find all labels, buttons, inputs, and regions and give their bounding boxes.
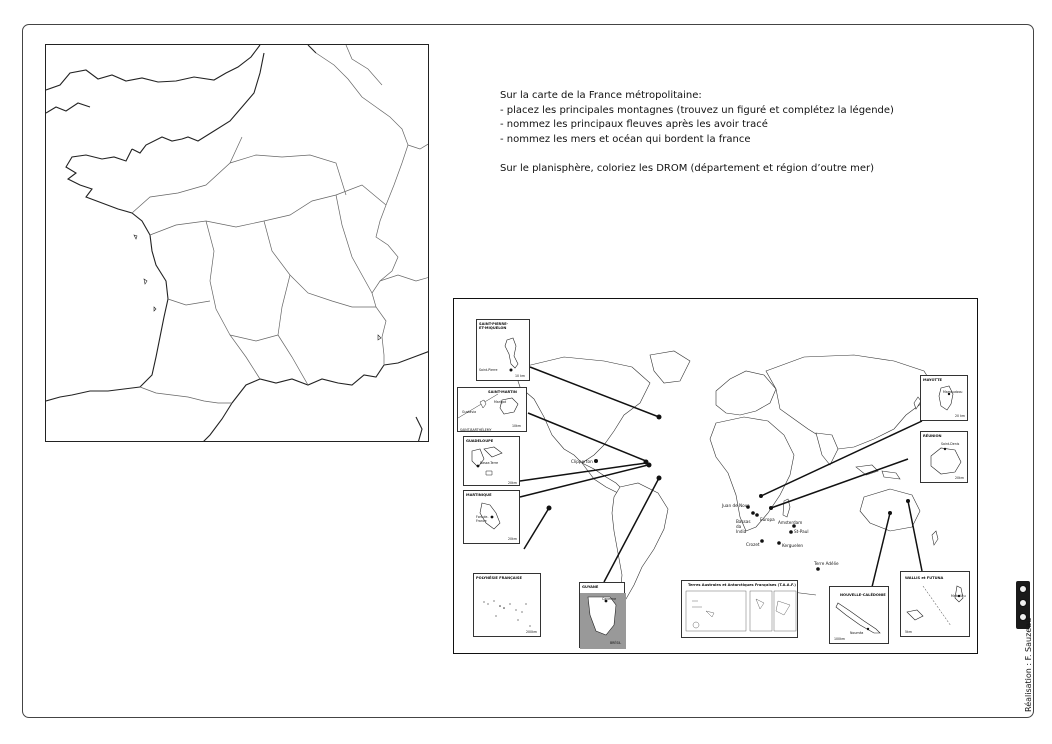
instruction-line-5: Sur le planisphère, coloriez les DROM (département et région d’outre mer) [500, 162, 875, 174]
inset-capital: Cayenne [602, 597, 617, 601]
inset-title: NOUVELLE-CALÉDONIE [840, 593, 886, 597]
inset-scale: 10 km [515, 374, 526, 378]
label-clipperton: Clipperton [571, 459, 593, 464]
inset-polynesie [473, 573, 541, 637]
inset-capital: Nouméa [850, 631, 864, 635]
author-credit: Réalisation : F. Sauzeau [1024, 617, 1033, 712]
inset-capital: Saint-Denis [941, 442, 960, 446]
instruction-line-3: - nommez les principaux fleuves après les avoir tracé [500, 119, 768, 130]
inset-scale: 100km [834, 637, 846, 641]
inset-reunion [920, 431, 968, 483]
inset-capital: Mata-Utu [951, 594, 966, 598]
world-map [453, 298, 978, 654]
inset-capital: Basse-Terre [480, 461, 499, 465]
inset-capital: Mamoudzou [943, 390, 963, 394]
inset-title: Terres Australes et Antarctiques Françaises (T.A.A.F.) [688, 583, 796, 587]
france-outline [46, 45, 429, 442]
inset-scale: 5km [905, 630, 912, 634]
instruction-line-2: - placez les principales montagnes (trouvez un figuré et complétez la légende) [500, 104, 894, 116]
inset-neighbor: BRÉSIL [610, 641, 622, 645]
instruction-line-4: - nommez les mers et océan qui bordent la france [500, 133, 751, 145]
inset-title: RÉUNION [923, 434, 942, 438]
inset-capital: Saint-Pierre [479, 368, 498, 372]
inset-title: POLYNÉSIE FRANÇAISE [476, 576, 522, 580]
inset-saint-martin [457, 387, 527, 432]
label-terre-adelie: Terre Adélie [814, 561, 839, 566]
inset-scale: 20km [955, 476, 965, 480]
inset-title: MAYOTTE [923, 378, 942, 382]
label-juan-de-nova: Juan de Nova [722, 503, 750, 508]
inset-bottom: SAINT-BARTHÉLEMY [460, 428, 492, 432]
inset-title: GUYANE [582, 585, 599, 589]
inset-martinique [463, 490, 520, 544]
inset-scale: 10km [512, 424, 522, 428]
inset-title: SAINT-PIERRE-ET-MIQUELON [479, 322, 509, 330]
inset-capital: Marigot [494, 400, 507, 404]
inset-guadeloupe [463, 436, 520, 486]
label-amsterdam: Amsterdam [778, 520, 803, 525]
inset-capital: Fort-de-France [476, 515, 489, 523]
inset-taaf [681, 580, 798, 638]
inset-title: WALLIS et FUTUNA [905, 576, 944, 580]
inset-scale: 20km [508, 481, 518, 485]
instructions-text [500, 89, 970, 176]
inset-title: SAINT-MARTIN [488, 390, 517, 394]
inset-sub: Gustavia [462, 410, 477, 414]
instruction-line-1: Sur la carte de la France métropolitaine: [500, 90, 702, 101]
label-st-paul: St-Paul [794, 529, 809, 534]
label-bassas-da-india: Bassas da India [736, 519, 751, 534]
label-kerguelen: Kerguelen [782, 543, 804, 548]
inset-nouvelle-caledonie [829, 586, 889, 644]
inset-scale: 20 km [955, 414, 966, 418]
label-europa: Europa [760, 517, 775, 522]
inset-wallis-futuna [900, 571, 970, 637]
inset-mayotte [920, 375, 968, 421]
inset-title: MARTINIQUE [466, 493, 492, 497]
label-crozet: Crozet [746, 542, 760, 547]
france-map [45, 44, 429, 442]
inset-title: GUADELOUPE [466, 439, 494, 443]
inset-scale: 20km [508, 537, 518, 541]
inset-guyane [579, 582, 625, 648]
inset-saint-pierre-miquelon [476, 319, 530, 381]
inset-scale: 200km [526, 630, 538, 634]
